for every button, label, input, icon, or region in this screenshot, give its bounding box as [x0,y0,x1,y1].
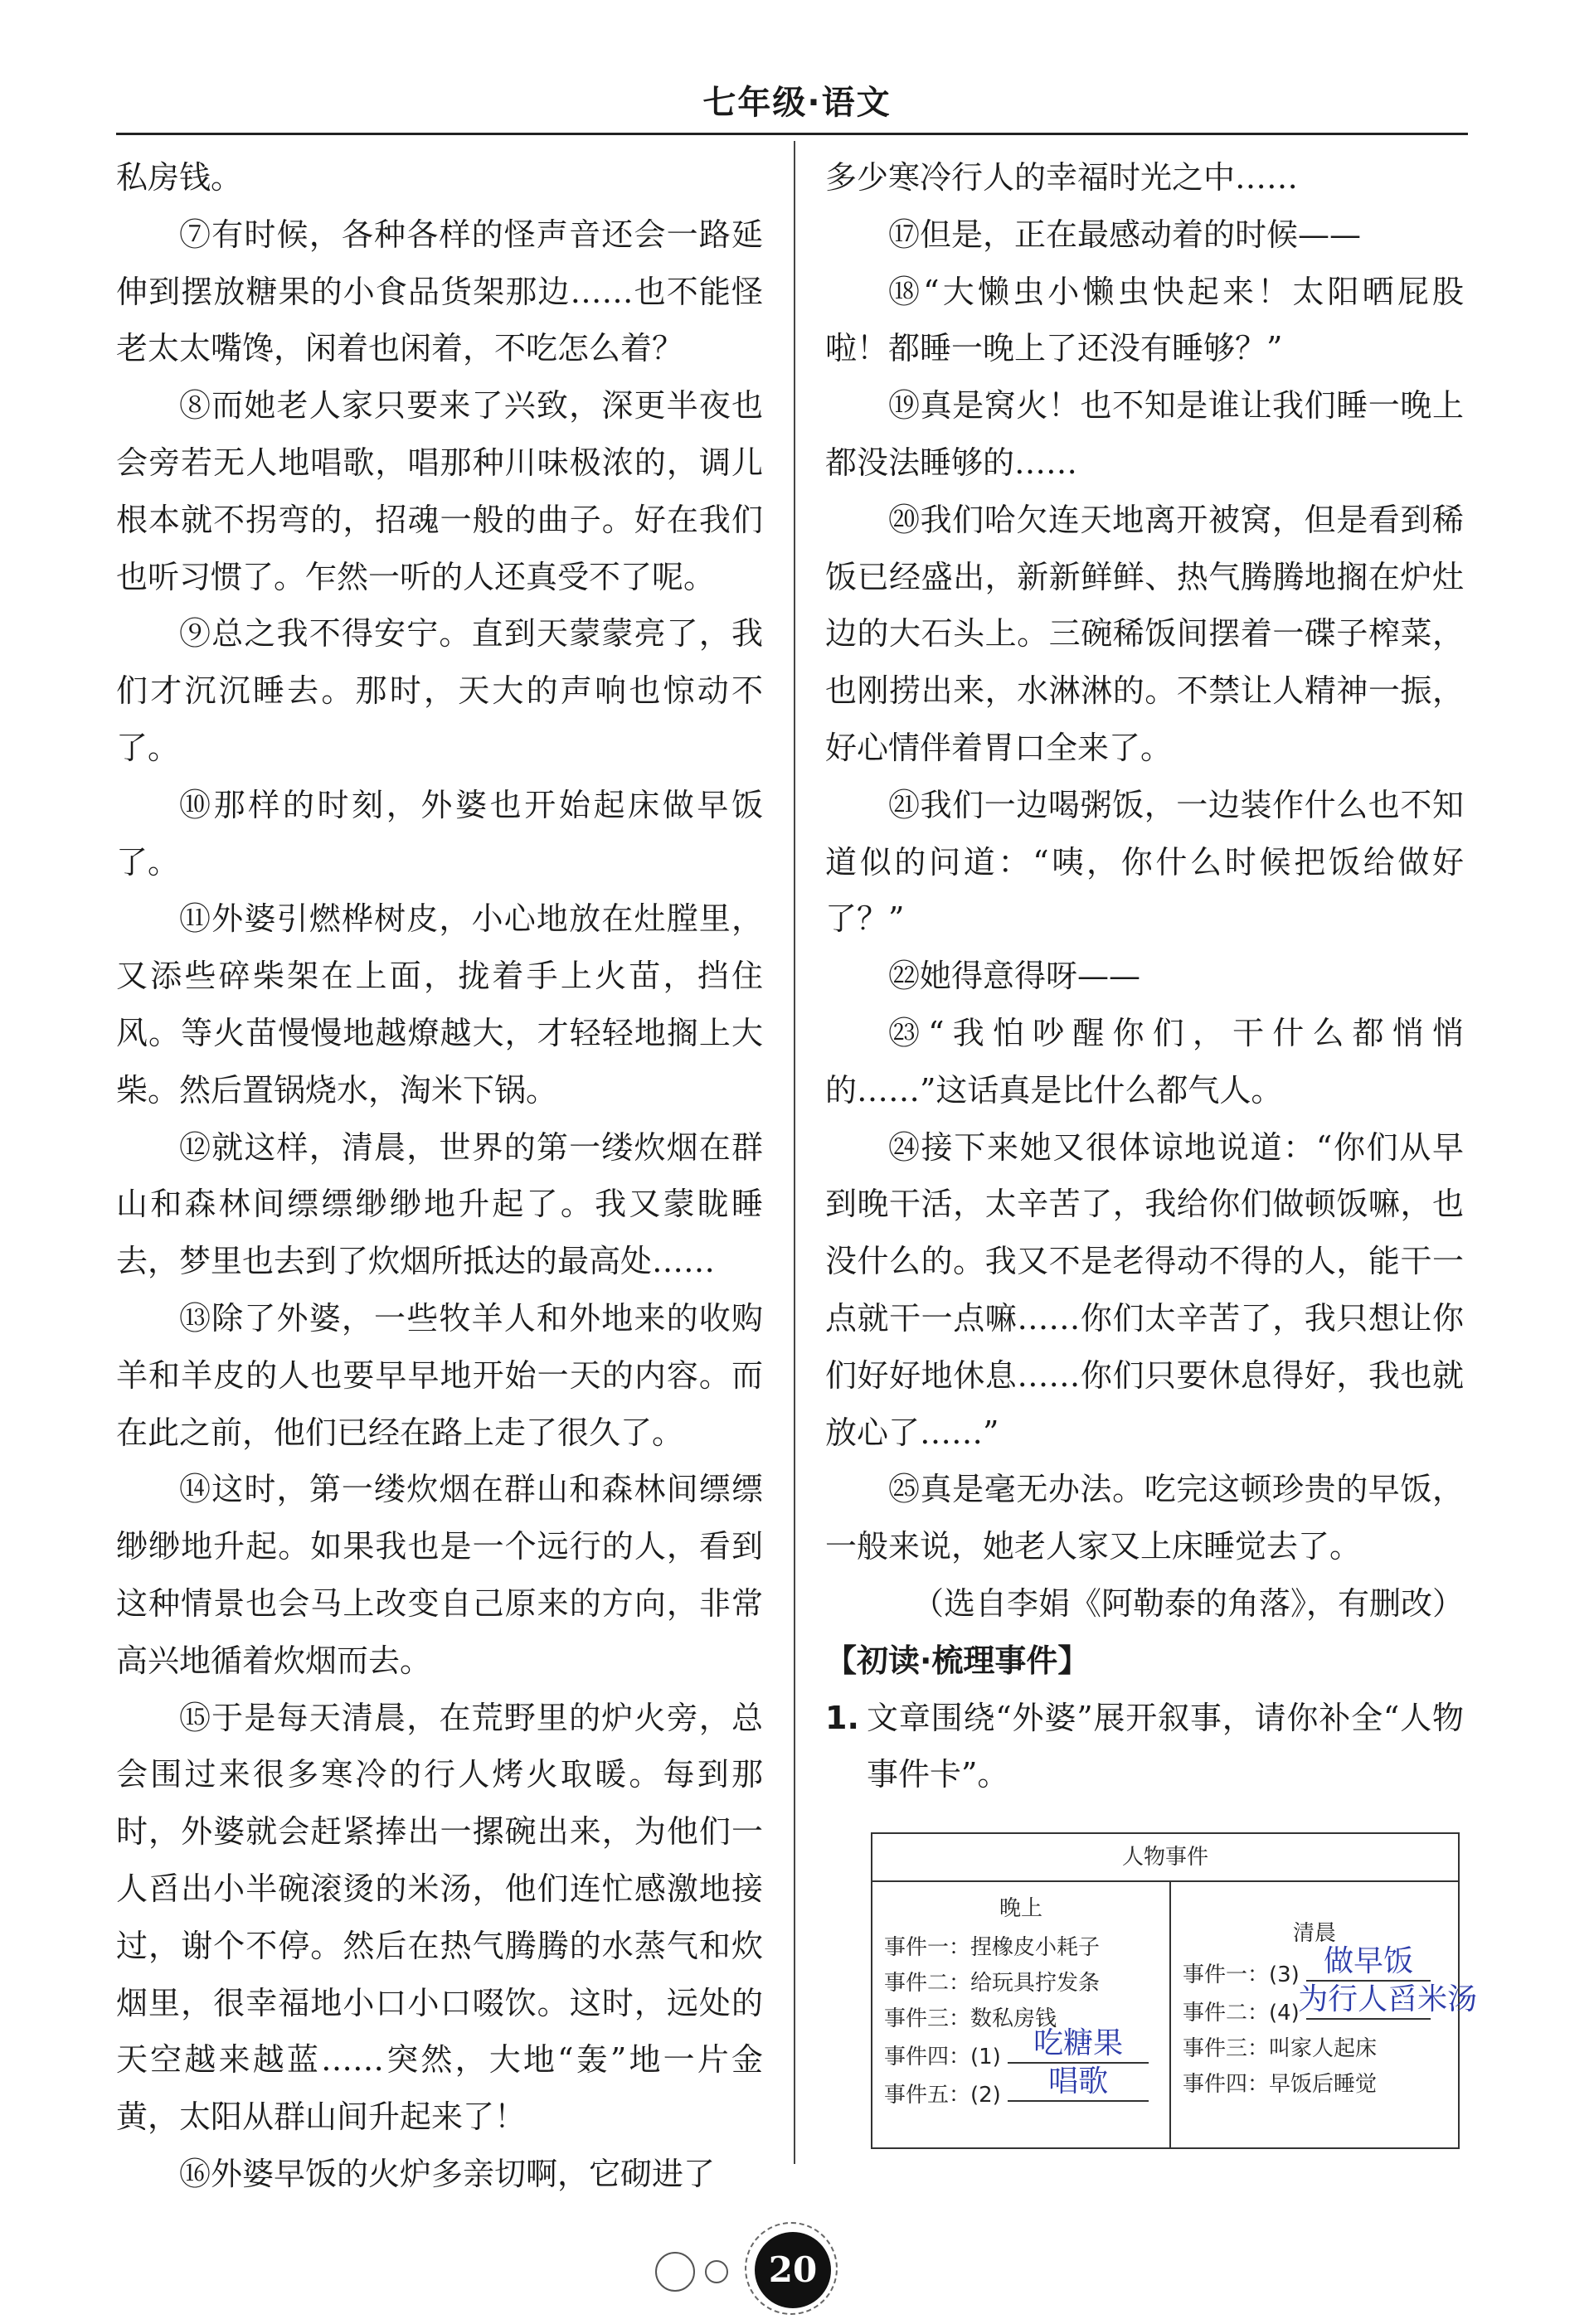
card-event-item: 事件二：给玩具拧发条 [884,1971,1101,1996]
page-number: 20 [755,2232,831,2308]
paragraph: ㉕真是毫无办法。吃完这顿珍贵的早饭，一般来说，她老人家又上床睡觉去了。 [825,1471,1464,1565]
handwritten-answer: 吃糖果 [1033,2026,1124,2060]
card-evening-label: 晚上 [999,1896,1042,1921]
paragraph: ⑭这时，第一缕炊烟在群山和森林间缥缥缈缈地升起。如果我也是一个远行的人，看到这种情景也会马上改变自己原来的方向，非常高兴地循着炊烟而去。 [116,1471,763,1679]
paragraph: ㉑我们一边喝粥饭，一边装作什么也不知道似的问道：“咦，你什么时候把饭给做好了？” [825,786,1464,938]
paragraph: 私房钱。 [116,159,243,196]
card-body [872,1882,1478,2149]
left-column [116,149,763,2203]
right-column [825,149,1464,1803]
decorative-circle-icon [705,2260,728,2283]
card-event-item: 事件二：(4) 为行人舀米汤 [1183,1982,1478,2026]
paragraph: ⑧而她老人家只要来了兴致，深更半夜也会旁若无人地唱歌，唱那种川味极浓的，调儿根本就不拐弯的，招魂一般的曲子。好在我们也听习惯了。乍然一听的人还真受不了呢。 [116,387,763,595]
question-number: 1. [825,1699,859,1736]
source-citation: （选自李娟《阿勒泰的角落》，有删改） [911,1584,1464,1622]
card-event-item: 事件三：数私房钱 [884,2006,1057,2031]
header-rule [116,133,1468,135]
decorative-circle-icon [655,2252,695,2292]
handwritten-answer: 唱歌 [1048,2064,1109,2098]
card-title: 人物事件 [872,1834,1458,1882]
handwritten-answer: 做早饭 [1324,1944,1414,1978]
paragraph: ⑯外婆早饭的火炉多亲切啊，它砌进了 [179,2155,716,2192]
answer-blank[interactable] [1008,2026,1149,2064]
page-header-title: 七年级·语文 [702,84,892,122]
paragraph: ⑬除了外婆，一些牧羊人和外地来的收购羊和羊皮的人也要早早地开始一天的内容。而在此之前，他们已经在路上走了很久了。 [116,1299,763,1451]
paragraph: ⑩那样的时刻，外婆也开始起床做早饭了。 [116,786,763,881]
card-event-item: 事件五：(2) 唱歌 [884,2075,1158,2113]
card-morning-label: 清晨 [1292,1921,1336,1946]
paragraph: ⑲真是窝火！也不知是谁让我们睡一晚上都没法睡够的…… [825,387,1464,481]
paragraph: ⑦有时候，各种各样的怪声音还会一路延伸到摆放糖果的小食品货架那边……也不能怪老太太嘴馋，闲着也闲着，不吃怎么着？ [116,216,763,367]
character-event-card [871,1832,1478,2149]
paragraph: ⑫就这样，清晨，世界的第一缕炊烟在群山和森林间缥缥缈缈地升起了。我又蒙眬睡去，梦里也去到了炊烟所抵达的最高处…… [116,1128,763,1280]
paragraph: ⑮于是每天清晨，在荒野里的炉火旁，总会围过来很多寒冷的行人烤火取暖。每到那时，外婆就会赶紧捧出一摞碗出来，为他们一人舀出小半碗滚烫的米汤，他们连忙感激地接过，谢个不停。然后在热气腾腾的水蒸气和炊烟里，很幸福地小口小口啜饮。这时，远处的天空越来越蓝……突然，大地“轰”地一片金黄，太阳从群山间升起来了！ [116,1699,763,2136]
paragraph: ⑱“大懒虫小懒虫快起来！太阳晒屁股啦！都睡一晚上了还没有睡够？” [825,273,1464,367]
paragraph: ⑰但是，正在最感动着的时候—— [888,216,1362,253]
paragraph: ⑪外婆引燃桦树皮，小心地放在灶膛里，又添些碎柴架在上面，拢着手上火苗，挡住风。等火苗慢慢地越燎越大，才轻轻地搁上大柴。然后置锅烧水，淘米下锅。 [116,900,763,1109]
card-event-item: 事件四：(1) 吃糖果 [884,2037,1158,2075]
card-event-item: 事件一：(3) 做早饭 [1183,1955,1446,1993]
paragraph: ⑳我们哈欠连天地离开被窝，但是看到稀饭已经盛出，新新鲜鲜、热气腾腾地搁在炉灶边的大石头上。三碗稀饭间摆着一碟子榨菜，也刚捞出来，水淋淋的。不禁让人精神一振，好心情伴着胃口全来了。 [825,501,1464,766]
card-event-item: 事件一：捏橡皮小耗子 [884,1935,1101,1960]
card-column-morning [1171,1882,1478,2149]
answer-blank[interactable] [1008,2064,1149,2102]
section-title: 【初读·梳理事件】 [825,1642,1090,1679]
column-divider [794,141,795,2164]
question-text: 文章围绕“外婆”展开叙事，请你补全“人物事件卡”。 [867,1699,1464,1793]
handwritten-answer: 为行人舀米汤 [1298,1982,1478,2016]
paragraph: ㉔接下来她又很体谅地说道：“你们从早到晚干活，太辛苦了，我给你们做顿饭嘛，也没什么的。我又不是老得动不得的人，能干一点就干一点嘛……你们太辛苦了，我只想让你们好好地休息……你们只要休息得好，我也就放心了……” [825,1128,1464,1451]
paragraph: ㉒她得意得呀—— [888,958,1141,995]
paragraph: ⑨总之我不得安宁。直到天蒙蒙亮了，我们才沉沉睡去。那时，天大的声响也惊动不了。 [116,615,763,766]
card-column-evening [872,1882,1171,2149]
paragraph: ㉓“我怕吵醒你们，干什么都悄悄的……”这话真是比什么都气人。 [825,1014,1464,1109]
answer-blank[interactable] [1306,1944,1431,1982]
paragraph: 多少寒冷行人的幸福时光之中…… [825,159,1299,196]
question-1 [825,1690,1464,1804]
card-event-item: 事件三：叫家人起床 [1183,2036,1378,2061]
card-event-item: 事件四：早饭后睡觉 [1183,2072,1378,2097]
